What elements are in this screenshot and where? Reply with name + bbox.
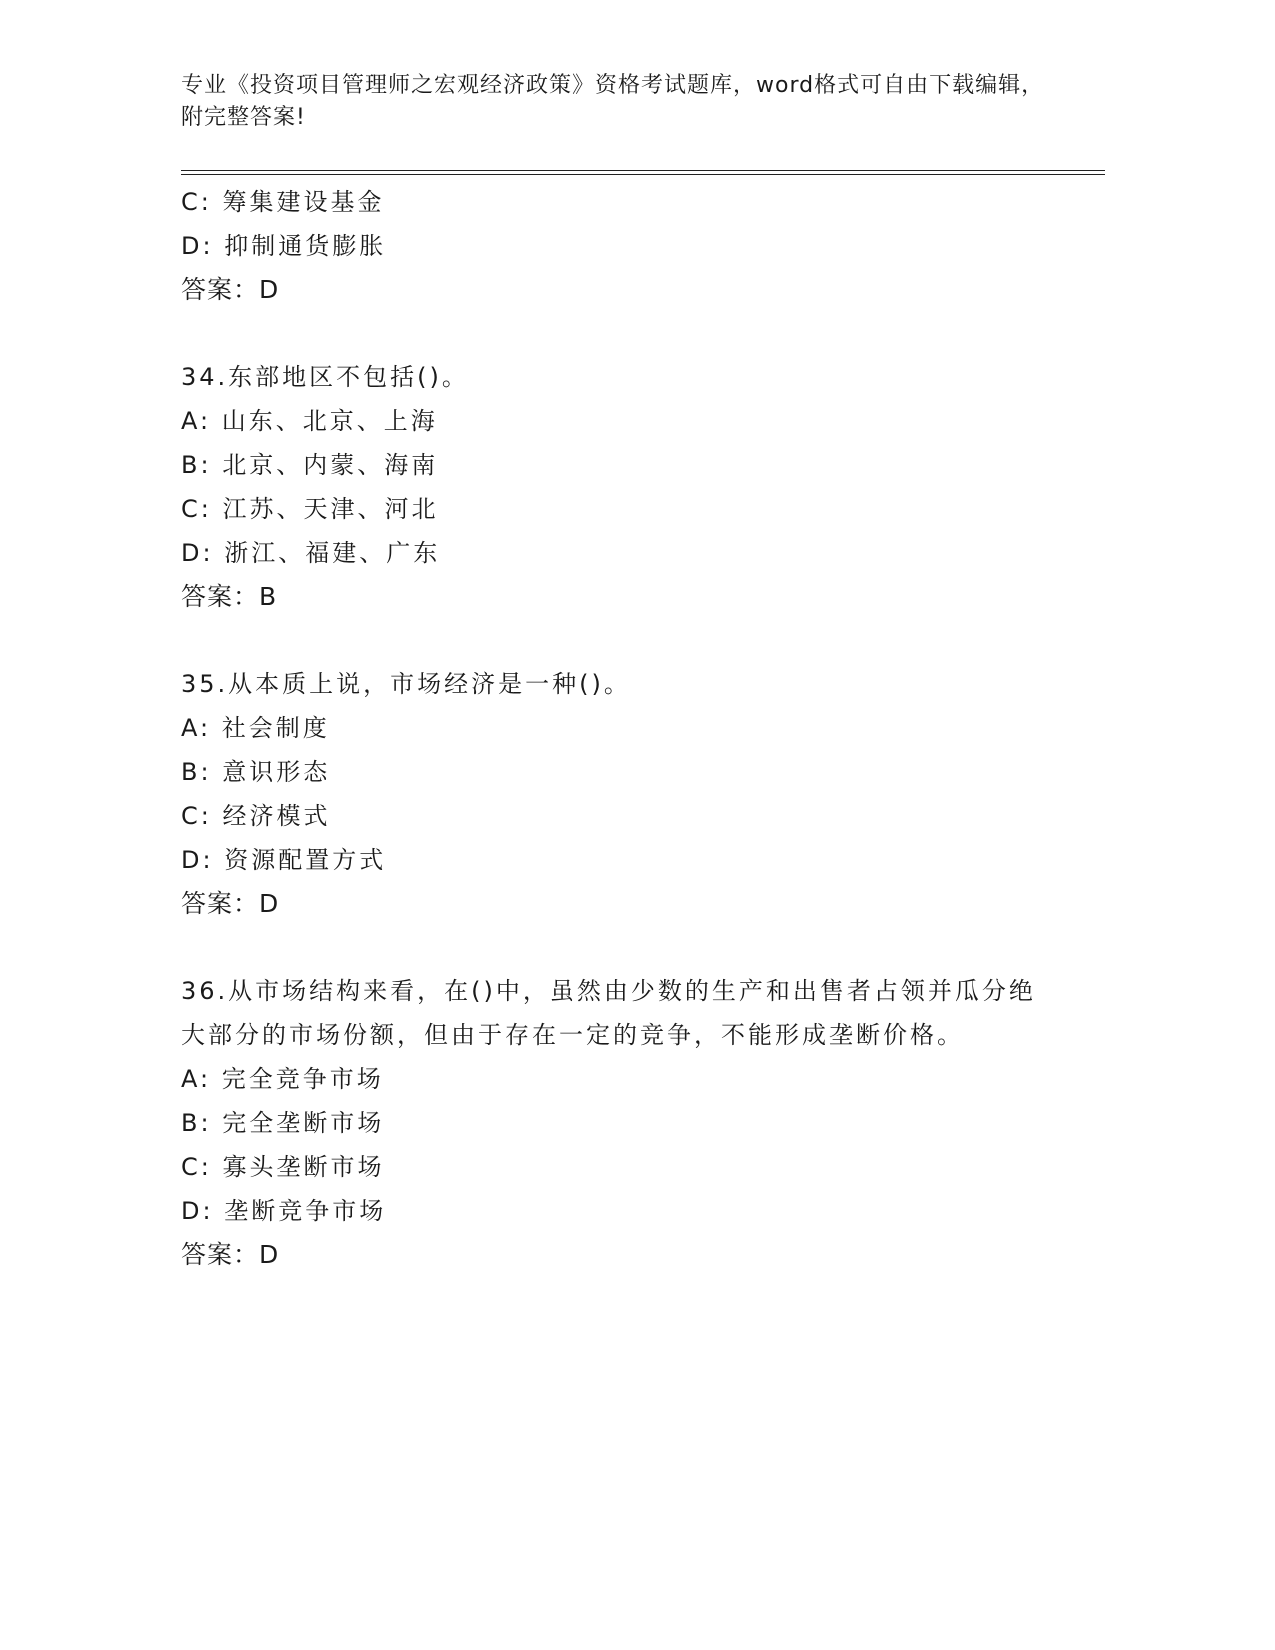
header-divider-bottom: [181, 174, 1105, 175]
option-c: C: 筹集建设基金: [181, 188, 385, 216]
answer: 答案：D: [181, 1240, 280, 1269]
question-stem: 35.从本质上说，市场经济是一种()。: [181, 670, 631, 698]
option-a: A: 社会制度: [181, 714, 330, 742]
answer: 答案：D: [181, 275, 280, 304]
option-a: A: 完全竞争市场: [181, 1065, 384, 1093]
question-35: [181, 662, 1061, 926]
question-list: [181, 180, 1061, 1277]
question-stem: 36.从市场结构来看，在()中，虽然由少数的生产和出售者占领并瓜分绝大部分的市场份额，但由于存在一定的竞争，不能形成垄断价格。: [181, 977, 1036, 1049]
document-header: 专业《投资项目管理师之宏观经济政策》资格考试题库，word格式可自由下载编辑，附完整答案!: [181, 73, 1045, 130]
question-34: [181, 355, 1061, 619]
option-b: B: 完全垄断市场: [181, 1109, 385, 1137]
option-d: D: 垄断竞争市场: [181, 1197, 387, 1225]
option-c: C: 经济模式: [181, 802, 331, 830]
question-stem: 34.东部地区不包括()。: [181, 363, 469, 391]
option-c: C: 江苏、天津、河北: [181, 495, 439, 523]
option-d: D: 浙江、福建、广东: [181, 539, 441, 567]
header-divider-top: [181, 170, 1105, 171]
option-d: D: 资源配置方式: [181, 846, 387, 874]
option-b: B: 意识形态: [181, 758, 331, 786]
answer: 答案：B: [181, 582, 278, 611]
question-36: [181, 969, 1061, 1277]
prev-question-block: [181, 180, 1061, 312]
option-a: A: 山东、北京、上海: [181, 407, 438, 435]
answer: 答案：D: [181, 889, 280, 918]
option-c: C: 寡头垄断市场: [181, 1153, 385, 1181]
option-b: B: 北京、内蒙、海南: [181, 451, 439, 479]
option-d: D: 抑制通货膨胀: [181, 232, 387, 260]
